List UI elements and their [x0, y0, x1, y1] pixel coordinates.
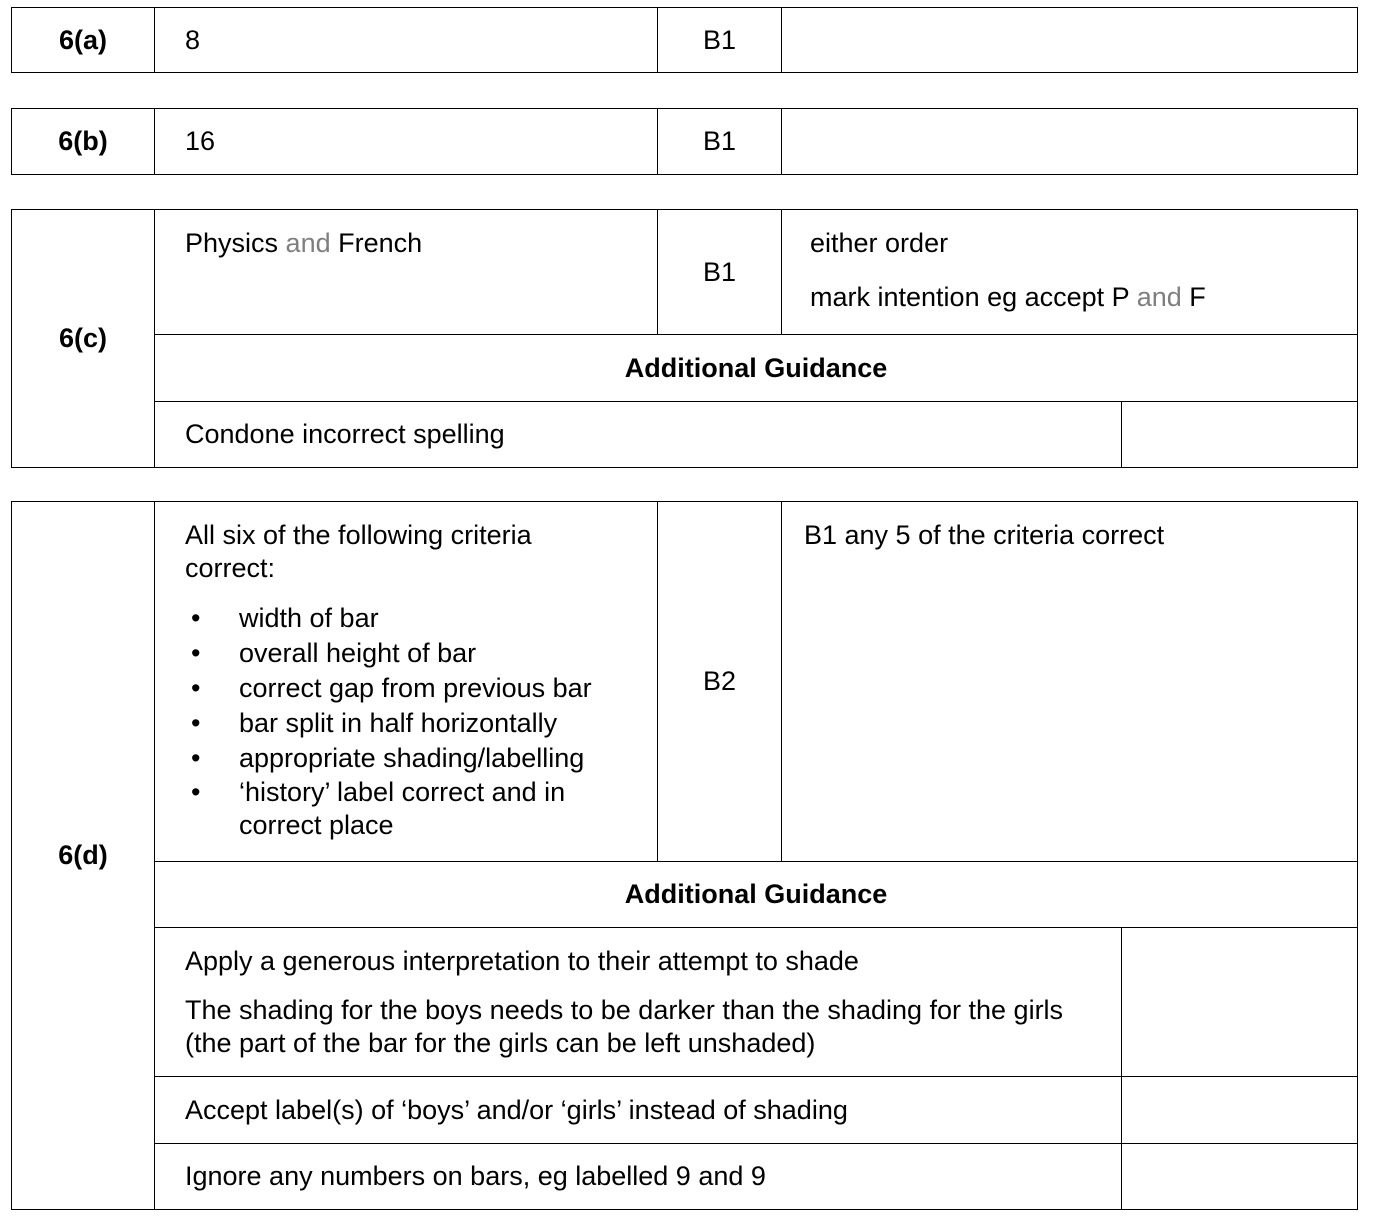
criteria-item: • overall height of bar [185, 636, 657, 671]
comments [782, 210, 1358, 335]
criteria-item: • correct gap from previous bar [185, 671, 657, 706]
answer: 16 [155, 109, 658, 175]
comments: B1 any 5 of the criteria correct [782, 502, 1358, 862]
comment-letter: F [1189, 282, 1206, 312]
criteria-item: • bar split in half horizontally [185, 706, 657, 741]
answer-word-1: Physics [185, 228, 279, 258]
guidance-item: Condone incorrect spelling [155, 402, 1122, 468]
table-6c [11, 209, 1358, 468]
answer [155, 210, 658, 335]
mark: B1 [658, 210, 782, 335]
mark: B2 [658, 502, 782, 862]
table-6a [11, 7, 1358, 73]
guidance-item [155, 928, 1122, 1077]
answer-word-2: French [338, 228, 423, 258]
comments [782, 109, 1358, 175]
question-number: 6(a) [12, 8, 155, 73]
question-number: 6(c) [12, 210, 155, 468]
comment-line-2 [810, 281, 1357, 314]
guidance-item: Accept label(s) of ‘boys’ and/or ‘girls’ instead of shading [155, 1077, 1122, 1144]
table-6d [11, 501, 1358, 1210]
criteria-item: • appropriate shading/labelling [185, 741, 657, 776]
comment-connector: and [1136, 282, 1182, 312]
guidance-blank [1122, 402, 1358, 468]
criteria-list [185, 601, 657, 842]
comment-text: mark intention eg accept P [810, 282, 1130, 312]
answer-intro: All six of the following criteria correct: [185, 520, 532, 583]
criteria-item: • width of bar [185, 601, 657, 636]
guidance-heading: Additional Guidance [155, 862, 1358, 928]
question-number: 6(b) [12, 109, 155, 175]
answer-connector: and [285, 228, 331, 258]
guidance-text: Apply a generous interpretation to their attempt to shade [185, 946, 859, 976]
comment-line-1: either order [810, 228, 949, 258]
criteria-item: • ‘history’ label correct and in correct place [185, 776, 639, 842]
guidance-heading: Additional Guidance [155, 335, 1358, 402]
table-6b [11, 108, 1358, 175]
answer [155, 502, 658, 862]
answer: 8 [155, 8, 658, 73]
guidance-blank [1122, 1077, 1358, 1144]
guidance-text: The shading for the boys needs to be darker than the shading for the girls (the part of the bar for the girls can be left unshaded) [185, 995, 1064, 1058]
guidance-blank [1122, 1144, 1358, 1210]
mark: B1 [658, 109, 782, 175]
guidance-item: Ignore any numbers on bars, eg labelled 9 and 9 [155, 1144, 1122, 1210]
guidance-blank [1122, 928, 1358, 1077]
mark: B1 [658, 8, 782, 73]
question-number: 6(d) [12, 502, 155, 1210]
comments [782, 8, 1358, 73]
